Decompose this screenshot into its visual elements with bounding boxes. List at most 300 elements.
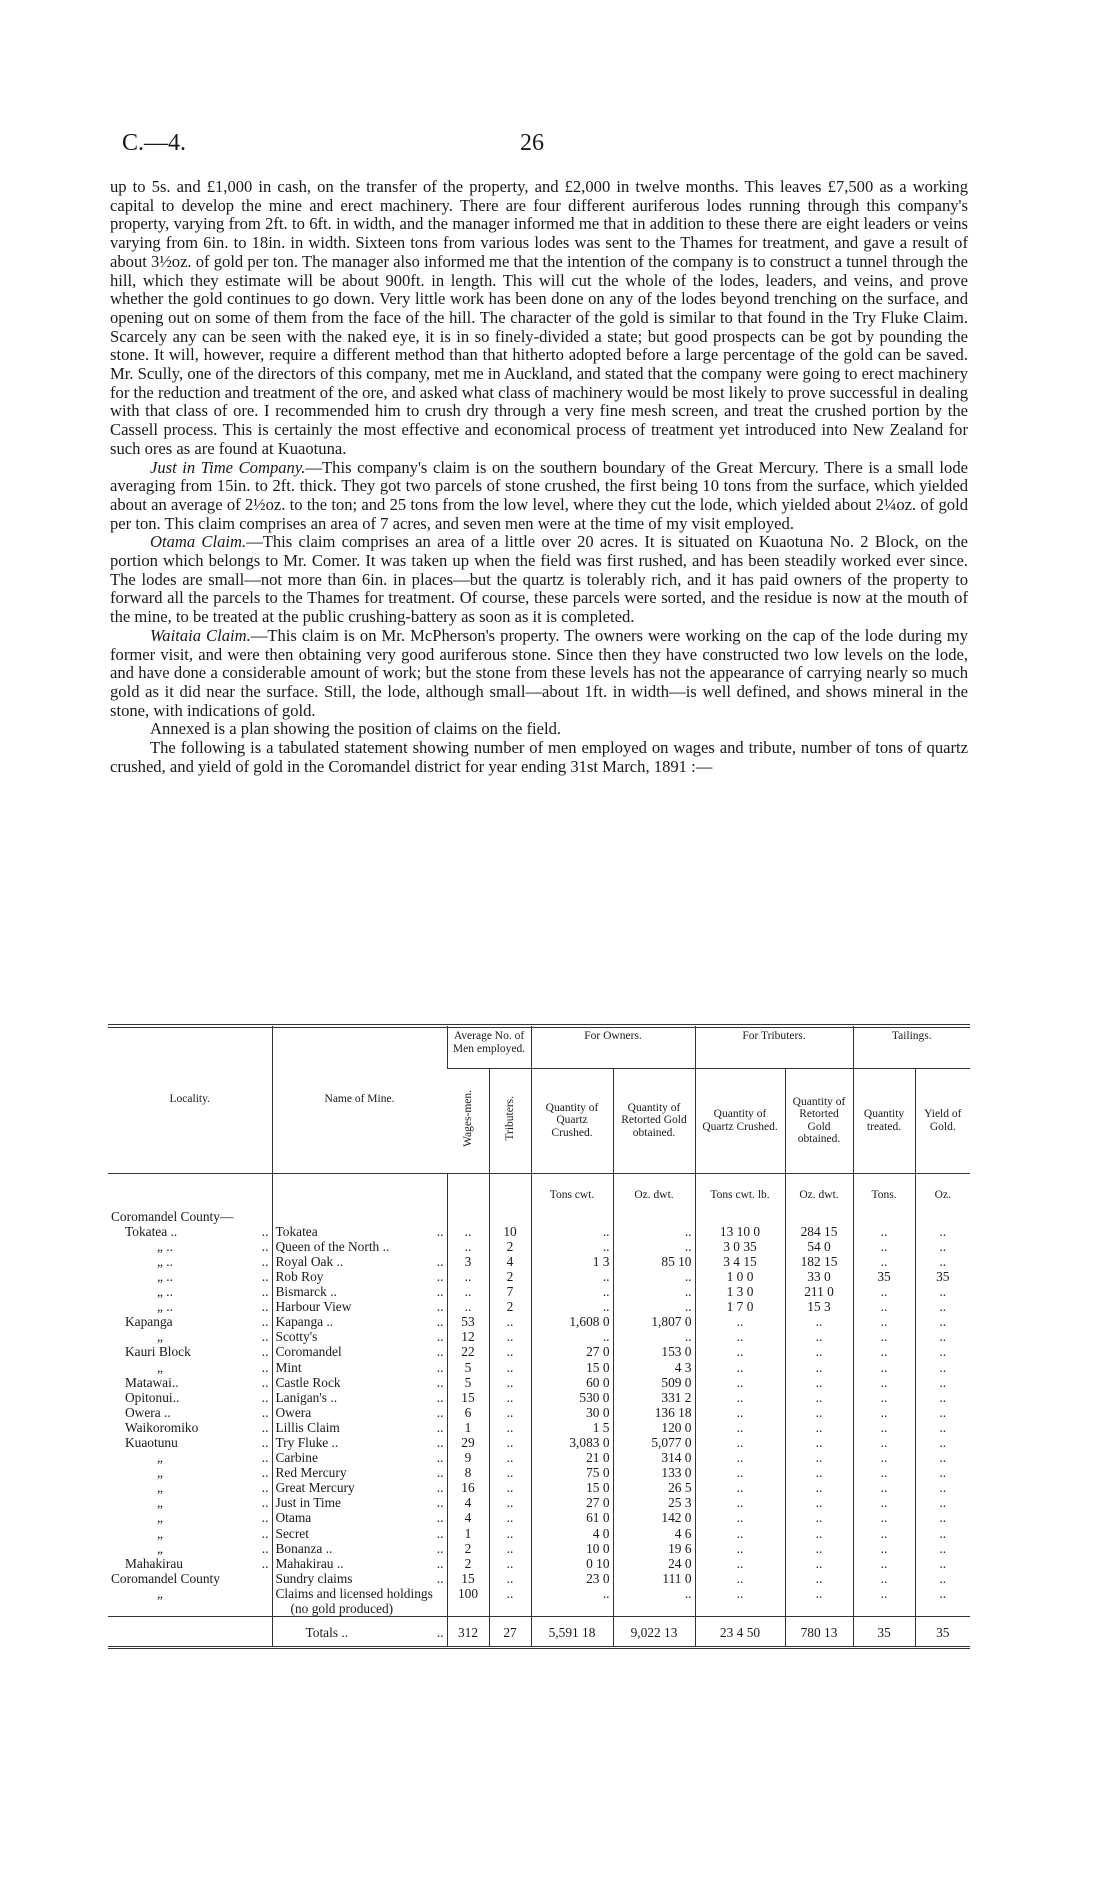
for-owners-header: For Owners.	[531, 1026, 695, 1068]
tributers-cell: ..	[489, 1450, 531, 1465]
owners-gold-cell: 142 0	[613, 1510, 695, 1525]
table-row	[108, 1435, 970, 1450]
tailings-treated-cell: ..	[853, 1586, 915, 1617]
tailings-treated-cell: ..	[853, 1239, 915, 1254]
owners-gold-cell: 25 3	[613, 1495, 695, 1510]
owners-quantity-header: Quantity of Quartz Crushed.	[531, 1068, 613, 1173]
tailings-yield-cell: ..	[915, 1510, 970, 1525]
mine-name-cell: Harbour View ..	[272, 1299, 447, 1314]
owners-gold-cell: 26 5	[613, 1480, 695, 1495]
locality-cell: „ .. ..	[157, 1253, 269, 1269]
wages-men-cell: ..	[447, 1284, 489, 1299]
tailings-yield-cell: ..	[915, 1314, 970, 1329]
tributers-cell: ..	[489, 1405, 531, 1420]
paragraph: up to 5s. and £1,000 in cash, on the transfer of the property, and £2,000 in twelve months. This leaves £7,500 as a working capital to develop the mine and erect machinery. There are four different auriferous lodes running through this company's property, varying from 2ft. to 6ft. in width, and the manager informed me that in addition to these there are eight leaders or veins varying from 6in. to 18in. in width. Sixteen tons from various lodes was sent to the Thames for treatment, and gave a result of about 3½oz. of gold per ton. The manager also informed me that the intention of the company is to construct a tunnel through the hill, which they estimate will be about 900ft. in length. This will cut the whole of the lodes, leaders, and veins, and prove whether the gold continues to go down. Very little work has been done on any of the lodes beyond trenching on the surface, and opening out on some of them from the face of the hill. The character of the gold is similar to that found in the Try Fluke Claim. Scarcely any can be seen with the naked eye, it is in so finely-divided a state; but good prospects can be got by pounding the stone. It will, however, require a different method than that hitherto adopted before a large percentage of the gold can be saved. Mr. Scully, one of the directors of this company, met me in Auckland, and stated that the company were going to erect machinery for the reduction and treatment of the ore, and asked what class of machinery would be most likely to prove successful in dealing with that class of ore. I recommended him to crush dry through a very fine mesh screen, and treat the crushed portion by the Cassell process. This is certainly the most effective and economical process of treatment yet introduced into New Zealand for such ores as are found at Kuaotuna.	[110, 177, 968, 458]
table-row	[108, 1239, 970, 1254]
owners-gold-cell: 111 0	[613, 1571, 695, 1586]
wages-men-cell: 22	[447, 1344, 489, 1359]
tailings-yield-cell: 35	[915, 1269, 970, 1284]
owners-gold-cell: 136 18	[613, 1405, 695, 1420]
tailings-yield-cell: ..	[915, 1571, 970, 1586]
locality-cell: Opitonui.. ..	[125, 1389, 269, 1405]
unit-label: Oz. dwt.	[785, 1173, 853, 1207]
locality-cell: Kapanga ..	[125, 1314, 269, 1330]
table-row	[108, 1556, 970, 1571]
tailings-treated-cell: ..	[853, 1375, 915, 1390]
owners-gold-cell: 153 0	[613, 1344, 695, 1359]
tributers-gold-cell: ..	[785, 1344, 853, 1359]
tributers-quartz-cell: 1 0 0	[695, 1269, 785, 1284]
tailings-yield-cell: ..	[915, 1586, 970, 1617]
tailings-treated-cell: ..	[853, 1329, 915, 1344]
tailings-yield-cell: ..	[915, 1224, 970, 1239]
tailings-yield-cell: ..	[915, 1465, 970, 1480]
tailings-yield-cell: ..	[915, 1344, 970, 1359]
tributers-cell: ..	[489, 1390, 531, 1405]
tributers-cell: ..	[489, 1465, 531, 1480]
tributers-quartz-cell: 3 4 15	[695, 1254, 785, 1269]
county-heading: Coromandel County—	[111, 1208, 234, 1224]
table-row	[108, 1254, 970, 1269]
owners-quartz-cell: 75 0	[531, 1465, 613, 1480]
tributers-quartz-cell: ..	[695, 1314, 785, 1329]
tributers-quartz-cell: ..	[695, 1435, 785, 1450]
tailings-treated-cell: ..	[853, 1541, 915, 1556]
total-value: 9,022 13	[613, 1617, 695, 1648]
tributers-quartz-cell: ..	[695, 1390, 785, 1405]
tributers-gold-cell: ..	[785, 1480, 853, 1495]
tributers-quartz-cell: ..	[695, 1405, 785, 1420]
locality-cell: Mahakirau ..	[125, 1555, 269, 1571]
table-row	[108, 1405, 970, 1420]
tributers-quartz-cell: ..	[695, 1420, 785, 1435]
tailings-treated-cell: ..	[853, 1450, 915, 1465]
owners-gold-cell: 1,807 0	[613, 1314, 695, 1329]
locality-cell: „	[157, 1585, 163, 1601]
owners-gold-cell: 314 0	[613, 1450, 695, 1465]
wages-men-cell: 9	[447, 1450, 489, 1465]
owners-quartz-cell: ..	[531, 1224, 613, 1239]
total-value: 35	[915, 1617, 970, 1648]
locality-cell: „ .. ..	[157, 1268, 269, 1284]
document-code: C.—4.	[122, 130, 187, 156]
mine-name-cell: Carbine ..	[272, 1450, 447, 1465]
county-heading-row	[108, 1207, 970, 1224]
mine-name-cell: Bonanza .. ..	[272, 1541, 447, 1556]
owners-quartz-cell: 1 3	[531, 1254, 613, 1269]
average-men-header: Average No. of Men employed.	[447, 1026, 531, 1068]
wages-men-cell: 4	[447, 1495, 489, 1510]
tailings-header: Tailings.	[853, 1026, 970, 1068]
mine-name-cell: Royal Oak .. ..	[272, 1254, 447, 1269]
owners-quartz-cell: ..	[531, 1329, 613, 1344]
tributers-cell: ..	[489, 1344, 531, 1359]
tributers-cell: ..	[489, 1329, 531, 1344]
tributers-cell: ..	[489, 1571, 531, 1586]
tributers-gold-cell: ..	[785, 1510, 853, 1525]
tailings-treated-cell: ..	[853, 1556, 915, 1571]
tributers-gold-cell: 284 15	[785, 1224, 853, 1239]
tributers-quartz-cell: 13 10 0	[695, 1224, 785, 1239]
owners-quartz-cell: ..	[531, 1299, 613, 1314]
tailings-yield-cell: ..	[915, 1284, 970, 1299]
owners-gold-cell: 85 10	[613, 1254, 695, 1269]
owners-quartz-cell: 3,083 0	[531, 1435, 613, 1450]
tailings-yield-cell: ..	[915, 1435, 970, 1450]
tributers-gold-cell: ..	[785, 1495, 853, 1510]
tailings-treated-cell: ..	[853, 1284, 915, 1299]
tailings-yield-cell: ..	[915, 1405, 970, 1420]
wages-men-cell: 1	[447, 1420, 489, 1435]
tributers-gold-cell: 54 0	[785, 1239, 853, 1254]
owners-gold-cell: ..	[613, 1239, 695, 1254]
tributers-cell: ..	[489, 1435, 531, 1450]
tributers-gold-cell: ..	[785, 1586, 853, 1617]
owners-gold-cell: ..	[613, 1299, 695, 1314]
wages-men-cell: 1	[447, 1526, 489, 1541]
owners-quartz-cell: 0 10	[531, 1556, 613, 1571]
tributers-gold-cell: ..	[785, 1420, 853, 1435]
owners-quartz-cell: 60 0	[531, 1375, 613, 1390]
tributers-gold-cell: 33 0	[785, 1269, 853, 1284]
tailings-treated-cell: ..	[853, 1405, 915, 1420]
tailings-yield-cell: ..	[915, 1450, 970, 1465]
owners-gold-cell: 4 3	[613, 1360, 695, 1375]
total-value: 780 13	[785, 1617, 853, 1648]
tributers-quartz-cell: ..	[695, 1571, 785, 1586]
table-row	[108, 1284, 970, 1299]
locality-cell: Kuaotunu ..	[125, 1435, 269, 1450]
owners-quartz-cell: ..	[531, 1284, 613, 1299]
tributers-gold-cell: ..	[785, 1314, 853, 1329]
owners-gold-cell: 24 0	[613, 1556, 695, 1571]
mine-name-cell: Owera ..	[272, 1405, 447, 1420]
mine-name-cell: Scotty's ..	[272, 1329, 447, 1344]
wages-men-cell: 12	[447, 1329, 489, 1344]
unit-label: Tons cwt. lb.	[695, 1173, 785, 1207]
wages-men-header: Wages-men.	[447, 1068, 489, 1173]
mine-name-cell: Lanigan's .. ..	[272, 1390, 447, 1405]
tributers-cell: ..	[489, 1495, 531, 1510]
total-value: 35	[853, 1617, 915, 1648]
owners-quartz-cell: 1,608 0	[531, 1314, 613, 1329]
tributers-cell: ..	[489, 1375, 531, 1390]
owners-gold-cell: 4 6	[613, 1526, 695, 1541]
tailings-treated-cell: ..	[853, 1254, 915, 1269]
mine-name-cell: Mahakirau .. ..	[272, 1556, 447, 1571]
locality-cell: „ .. ..	[157, 1284, 269, 1300]
tributers-cell: 2	[489, 1269, 531, 1284]
tailings-treated-cell: ..	[853, 1420, 915, 1435]
tributers-cell: ..	[489, 1541, 531, 1556]
paragraph: Just in Time Company.—This company's claim is on the southern boundary of the Great Mercury. There is a small lode averaging from 15in. to 2ft. thick. They got two parcels of stone crushed, the first being 10 tons from the surface, which yielded about an average of 2½oz. to the ton; and 25 tons from the low level, where they cut the lode, which yielded about 2¼oz. of gold per ton. This claim comprises an area of 7 acres, and seven men were at the time of my visit employed.	[110, 457, 968, 533]
tailings-yield-cell: ..	[915, 1329, 970, 1344]
tailings-treated-cell: ..	[853, 1344, 915, 1359]
owners-gold-cell: ..	[613, 1329, 695, 1344]
unit-label: Oz. dwt.	[613, 1173, 695, 1207]
mine-name-cell: Sundry claims ..	[272, 1571, 447, 1586]
wages-men-cell: ..	[447, 1299, 489, 1314]
table-row	[108, 1480, 970, 1495]
mine-name-cell: Mint ..	[272, 1360, 447, 1375]
wages-men-cell: 100	[447, 1586, 489, 1617]
locality-cell: Coromandel County	[111, 1570, 220, 1586]
table-row	[108, 1360, 970, 1375]
tributers-quartz-cell: ..	[695, 1465, 785, 1480]
table-row	[108, 1375, 970, 1390]
locality-cell: „ ..	[157, 1495, 269, 1511]
table-row	[108, 1526, 970, 1541]
tailings-yield-cell: ..	[915, 1254, 970, 1269]
tailings-treated-cell: ..	[853, 1571, 915, 1586]
wages-men-cell: 5	[447, 1375, 489, 1390]
tributers-quartz-cell: ..	[695, 1510, 785, 1525]
wages-men-cell: 4	[447, 1510, 489, 1525]
tributers-cell: ..	[489, 1480, 531, 1495]
owners-quartz-cell: 61 0	[531, 1510, 613, 1525]
locality-cell: „ ..	[157, 1480, 269, 1496]
tailings-yield-cell: ..	[915, 1375, 970, 1390]
tailings-yield-cell: ..	[915, 1239, 970, 1254]
tailings-yield-cell: ..	[915, 1480, 970, 1495]
wages-men-cell: 15	[447, 1571, 489, 1586]
table-row	[108, 1344, 970, 1359]
table-row	[108, 1571, 970, 1586]
owners-gold-cell: 5,077 0	[613, 1435, 695, 1450]
locality-cell: „ ..	[157, 1465, 269, 1481]
paragraph: Otama Claim.—This claim comprises an area of a little over 20 acres. It is situated on Kuaotuna No. 2 Block, on the portion which belongs to Mr. Comer. It was taken up when the field was first rushed, and has been steadily worked ever since. The lodes are small—not more than 6in. in places—but the quartz is tolerably rich, and it has paid owners of the property to forward all the parcels to the Thames for treatment. Of course, these parcels were sorted, and the residue is now at the mouth of the mine, to be treated at the public crushing-battery as soon as it is completed.	[110, 532, 968, 627]
totals-row	[108, 1617, 970, 1648]
mine-name-cell: Bismarck .. ..	[272, 1284, 447, 1299]
table-row	[108, 1420, 970, 1435]
table-row	[108, 1465, 970, 1480]
tributers-cell: 2	[489, 1299, 531, 1314]
tributers-quartz-cell: ..	[695, 1526, 785, 1541]
mine-name-cell: Try Fluke .. ..	[272, 1435, 447, 1450]
tributers-quartz-cell: ..	[695, 1450, 785, 1465]
mine-name-cell: Secret ..	[272, 1526, 447, 1541]
tributers-cell: ..	[489, 1360, 531, 1375]
tailings-treated-cell: ..	[853, 1510, 915, 1525]
owners-quartz-cell: 21 0	[531, 1450, 613, 1465]
tributers-gold-cell: 211 0	[785, 1284, 853, 1299]
paragraph: The following is a tabulated statement showing number of men employed on wages and tribute, number of tons of quartz crushed, and yield of gold in the Coromandel district for year ending 31st March, 1891 :—	[110, 738, 968, 776]
wages-men-cell: 3	[447, 1254, 489, 1269]
tailings-treated-cell: ..	[853, 1465, 915, 1480]
tributers-cell: ..	[489, 1420, 531, 1435]
table-top-rule	[108, 1024, 970, 1025]
mine-name-cell: Coromandel ..	[272, 1344, 447, 1359]
table-row	[108, 1510, 970, 1525]
table-row	[108, 1224, 970, 1239]
mine-name-cell: Castle Rock ..	[272, 1375, 447, 1390]
owners-gold-cell: ..	[613, 1284, 695, 1299]
tributers-gold-cell: ..	[785, 1526, 853, 1541]
wages-men-cell: 2	[447, 1541, 489, 1556]
tributers-gold-cell: ..	[785, 1541, 853, 1556]
locality-cell: Owera .. ..	[125, 1404, 269, 1420]
owners-quartz-cell: 30 0	[531, 1405, 613, 1420]
tributers-gold-cell: ..	[785, 1435, 853, 1450]
mine-name-cell: Otama ..	[272, 1510, 447, 1525]
page-number: 26	[520, 130, 544, 156]
wages-men-cell: ..	[447, 1224, 489, 1239]
tributers-quartz-cell: 3 0 35	[695, 1239, 785, 1254]
tributers-quartz-cell: ..	[695, 1495, 785, 1510]
tributers-cell: 7	[489, 1284, 531, 1299]
mine-name-cell: Tokatea ..	[272, 1224, 447, 1239]
tributers-quartz-cell: ..	[695, 1556, 785, 1571]
tributers-quartz-cell: 1 7 0	[695, 1299, 785, 1314]
owners-quartz-cell: 15 0	[531, 1480, 613, 1495]
owners-gold-cell: ..	[613, 1269, 695, 1284]
owners-gold-cell: 331 2	[613, 1390, 695, 1405]
table-row	[108, 1314, 970, 1329]
tributers-cell: ..	[489, 1510, 531, 1525]
table-row	[108, 1299, 970, 1314]
tailings-yield-cell: ..	[915, 1556, 970, 1571]
tributers-cell: 4	[489, 1254, 531, 1269]
tributers-gold-cell: ..	[785, 1375, 853, 1390]
tributers-quartz-cell: ..	[695, 1344, 785, 1359]
locality-cell: Waikoromiko ..	[125, 1419, 269, 1435]
tributers-quartz-cell: ..	[695, 1586, 785, 1617]
tributers-header: Tributers.	[489, 1068, 531, 1173]
owners-quartz-cell: 4 0	[531, 1526, 613, 1541]
owners-quartz-cell: 27 0	[531, 1495, 613, 1510]
owners-quartz-cell: ..	[531, 1239, 613, 1254]
locality-cell: „ ..	[157, 1540, 269, 1556]
paragraph: Waitaia Claim.—This claim is on Mr. McPherson's property. The owners were working on the cap of the lode during my former visit, and were then obtaining very good auriferous stone. Since then they have constructed two low levels on the lode, and have done a considerable amount of work; but the stone from these levels has not the appearance of carrying nearly so much gold as it did near the surface. Still, the lode, although small—about 1ft. in width—is well defined, and shows mineral in the stone, with indications of gold.	[110, 625, 968, 720]
tailings-treated-cell: ..	[853, 1390, 915, 1405]
locality-cell: „ .. ..	[157, 1238, 269, 1254]
owners-quartz-cell: 15 0	[531, 1360, 613, 1375]
tributers-cell: ..	[489, 1586, 531, 1617]
unit-label: Tons.	[853, 1173, 915, 1207]
owners-quartz-cell: 530 0	[531, 1390, 613, 1405]
tributers-gold-cell: ..	[785, 1360, 853, 1375]
tributers-cell: ..	[489, 1556, 531, 1571]
mine-name-cell: Great Mercury ..	[272, 1480, 447, 1495]
tributers-quartz-cell: ..	[695, 1541, 785, 1556]
table-row	[108, 1390, 970, 1405]
tributers-gold-cell: ..	[785, 1405, 853, 1420]
units-row	[108, 1173, 970, 1207]
paragraph: Annexed is a plan showing the position of claims on the field.	[150, 719, 562, 739]
tailings-yield-cell: ..	[915, 1299, 970, 1314]
wages-men-cell: 53	[447, 1314, 489, 1329]
mine-name-cell: Kapanga .. ..	[272, 1314, 447, 1329]
locality-cell: „ ..	[157, 1450, 269, 1466]
tailings-treated-cell: ..	[853, 1435, 915, 1450]
tributers-gold-cell: ..	[785, 1465, 853, 1480]
paragraph-lead: Just in Time Company.	[150, 457, 306, 477]
locality-cell: „ ..	[157, 1329, 269, 1345]
total-value: 23 4 50	[695, 1617, 785, 1648]
table-row	[108, 1586, 970, 1617]
for-tributers-header: For Tributers.	[695, 1026, 853, 1068]
total-value: 5,591 18	[531, 1617, 613, 1648]
owners-gold-cell: 133 0	[613, 1465, 695, 1480]
owners-gold-header: Quantity of Retorted Gold obtained.	[613, 1068, 695, 1173]
unit-label: Tons cwt.	[531, 1173, 613, 1207]
tributers-quartz-cell: ..	[695, 1360, 785, 1375]
paragraph-lead: Waitaia Claim.	[150, 625, 251, 645]
tributers-quartz-cell: ..	[695, 1329, 785, 1344]
tailings-treated-cell: ..	[853, 1495, 915, 1510]
locality-cell: „ .. ..	[157, 1299, 269, 1315]
paragraph-lead: Otama Claim.	[150, 532, 247, 552]
mine-name-cell: Claims and licensed holdings (no gold produced)	[272, 1586, 447, 1617]
mine-name-cell: Red Mercury ..	[272, 1465, 447, 1480]
tributers-cell: ..	[489, 1526, 531, 1541]
tributers-quartz-cell: 1 3 0	[695, 1284, 785, 1299]
locality-cell: „ ..	[157, 1510, 269, 1526]
tailings-yield-header: Yield of Gold.	[915, 1068, 970, 1173]
owners-gold-cell: ..	[613, 1224, 695, 1239]
mining-statistics-table	[108, 1026, 970, 1649]
tributers-cell: ..	[489, 1314, 531, 1329]
table-row	[108, 1541, 970, 1556]
tributers-gold-cell: ..	[785, 1556, 853, 1571]
tailings-treated-cell: ..	[853, 1480, 915, 1495]
tailings-treated-cell: 35	[853, 1269, 915, 1284]
mine-name-cell: Rob Roy ..	[272, 1269, 447, 1284]
locality-cell: „ ..	[157, 1525, 269, 1541]
owners-quartz-cell: 1 5	[531, 1420, 613, 1435]
table-row	[108, 1329, 970, 1344]
tailings-treated-cell: ..	[853, 1299, 915, 1314]
wages-men-cell: 5	[447, 1360, 489, 1375]
locality-cell: Matawai.. ..	[125, 1374, 269, 1390]
locality-cell: Kauri Block ..	[125, 1344, 269, 1360]
wages-men-cell: ..	[447, 1239, 489, 1254]
table-row	[108, 1495, 970, 1510]
tributers-cell: 10	[489, 1224, 531, 1239]
mine-header: Name of Mine.	[272, 1026, 447, 1173]
owners-quartz-cell: ..	[531, 1269, 613, 1284]
wages-men-cell: 15	[447, 1390, 489, 1405]
total-value: 312	[447, 1617, 489, 1648]
mine-name-cell: Lillis Claim ..	[272, 1420, 447, 1435]
wages-men-cell: 6	[447, 1405, 489, 1420]
totals-label: Totals .. ..	[272, 1617, 447, 1648]
owners-quartz-cell: ..	[531, 1586, 613, 1617]
tributers-quartz-cell: ..	[695, 1375, 785, 1390]
tributers-gold-cell: 15 3	[785, 1299, 853, 1314]
owners-quartz-cell: 23 0	[531, 1571, 613, 1586]
tributers-gold-cell: ..	[785, 1571, 853, 1586]
tributers-gold-cell: 182 15	[785, 1254, 853, 1269]
mine-name-cell: Just in Time ..	[272, 1495, 447, 1510]
wages-men-cell: ..	[447, 1269, 489, 1284]
table-row	[108, 1450, 970, 1465]
tributers-cell: 2	[489, 1239, 531, 1254]
report-text	[110, 178, 968, 777]
mine-name-cell: Queen of the North ..	[272, 1239, 447, 1254]
locality-cell: „ ..	[157, 1359, 269, 1375]
owners-quartz-cell: 27 0	[531, 1344, 613, 1359]
tributers-gold-cell: ..	[785, 1450, 853, 1465]
tailings-yield-cell: ..	[915, 1541, 970, 1556]
tailings-yield-cell: ..	[915, 1360, 970, 1375]
owners-gold-cell: 120 0	[613, 1420, 695, 1435]
total-value: 27	[489, 1617, 531, 1648]
tailings-yield-cell: ..	[915, 1390, 970, 1405]
locality-cell: Tokatea .. ..	[125, 1223, 269, 1239]
tributers-gold-cell: ..	[785, 1390, 853, 1405]
tributers-quantity-header: Quantity of Quartz Crushed.	[695, 1068, 785, 1173]
